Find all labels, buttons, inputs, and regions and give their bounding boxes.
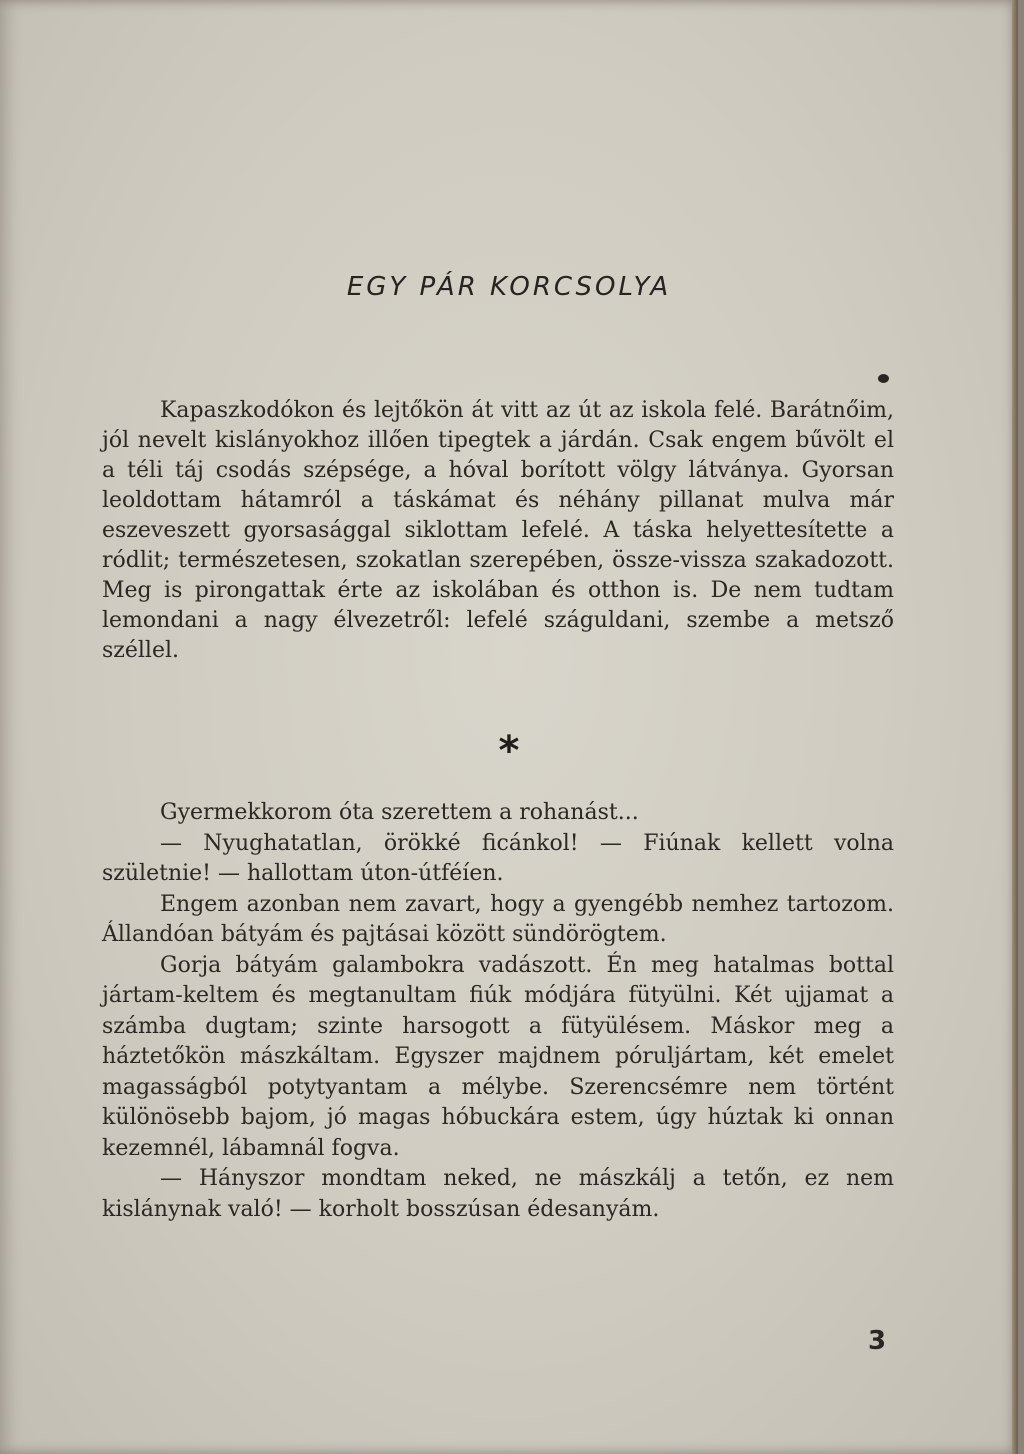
paragraph: Engem azonban nem zavart, hogy a gyengébb nemhez tartozom. Állandóan bátyám és pajtásai között sündörögtem. — [102, 891, 894, 947]
paragraph: Kapaszkodókon és lejtőkön át vitt az út az iskola felé. Barátnőim, jól nevelt kislányokhoz illően tipegtek a járdán. Csak engem bűvölt el a téli táj csodás szépsége, a hóval borított völgy látványa. Gyorsan leoldottam hátamról a táskámat és néhány pillanat mulva már eszeveszett gyorsasággal siklottam lefelé. A táska helyettesítette a ródlit; természetesen, szokatlan szerepében, össze-vissza szakadozott. Meg is pirongattak érte az iskolában és otthon is. De nem tudtam lemondani a nagy élvezetről: lefelé száguldani, szembe a metsző széllel. — [102, 398, 894, 663]
text-block-1 — [102, 396, 894, 666]
text-block-2 — [102, 798, 894, 1225]
page-number: 3 — [868, 1326, 887, 1356]
paragraph: — Hányszor mondtam neked, ne mászkálj a tetőn, ez nem kislánynak való! — korholt bosszúsan édesanyám. — [102, 1166, 894, 1222]
chapter-title: EGY PÁR KORCSOLYA — [346, 272, 672, 302]
ink-dot — [878, 374, 889, 383]
section-separator: * — [498, 728, 520, 774]
page-edge — [1012, 0, 1018, 1454]
paragraph: Gyermekkorom óta szerettem a rohanást... — [160, 800, 639, 825]
paragraph: — Nyughatatlan, örökké ficánkol! — Fiúnak kellett volna születnie! — hallottam úton-útféíen. — [102, 830, 894, 886]
paragraph: Gorja bátyám galambokra vadászott. Én meg hatalmas bottal jártam-keltem és megtanultam fiúk módjára fütyülni. Két ujjamat a számba dugtam; szinte harsogott a fütyülésem. Máskor meg a háztetőkön mászkáltam. Egyszer majdnem póruljártam, két emelet magasságból potytyantam a mélybe. Szerencsémre nem történt különösebb bajom, jó magas hóbuckára estem, úgy húztak ki onnan kezemnél, lábamnál fogva. — [102, 952, 894, 1161]
